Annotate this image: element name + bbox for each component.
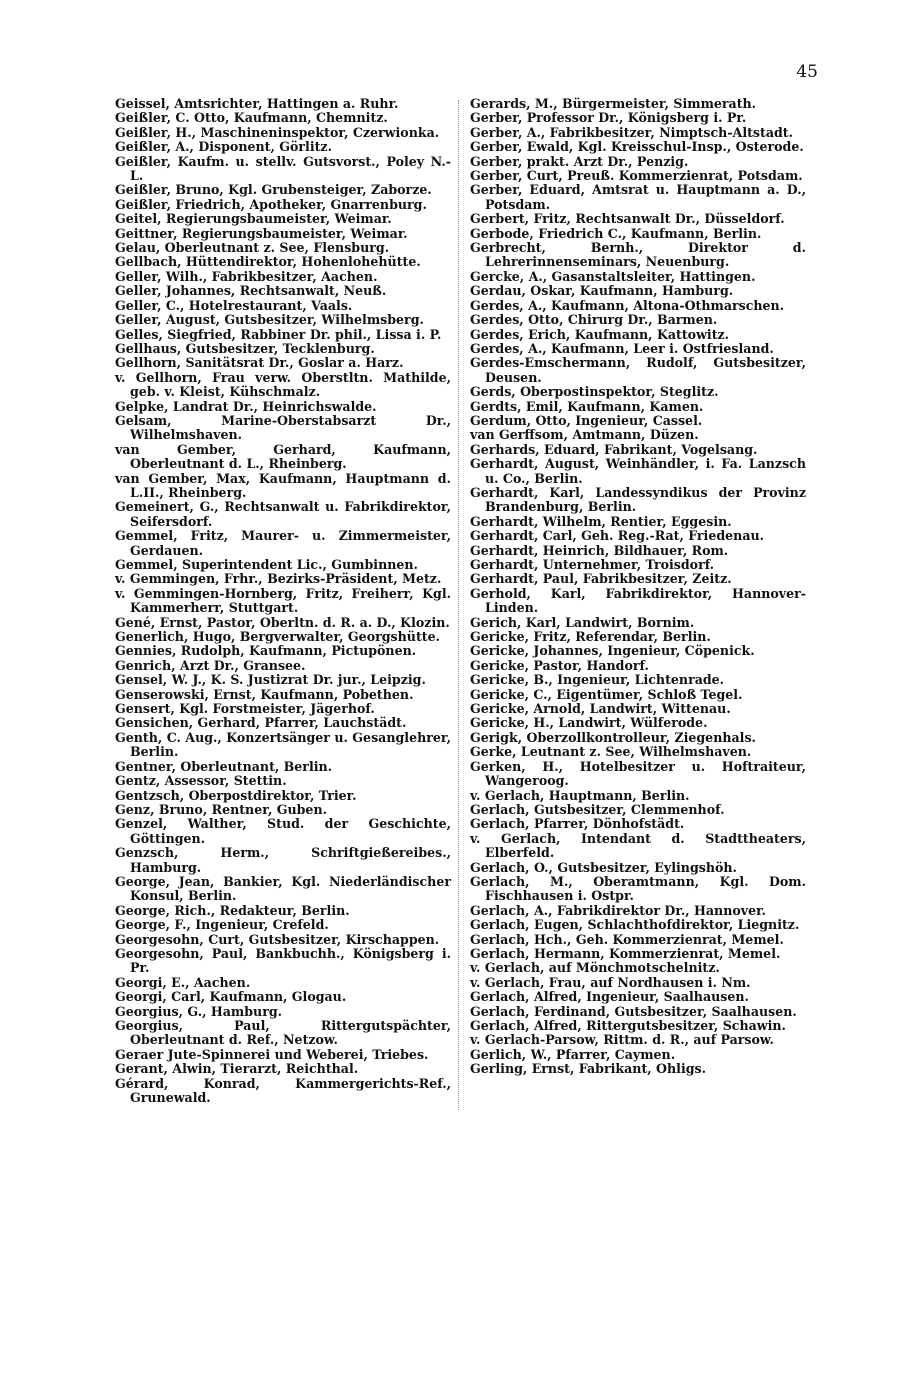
page-number: 45 (796, 62, 818, 82)
directory-entry: Gensichen, Gerhard, Pfarrer, Lauchstädt. (115, 715, 407, 731)
directory-entry: Gerds, Oberpostinspektor, Steglitz. (470, 384, 719, 400)
directory-entry: Gerhardt, Carl, Geh. Reg.-Rat, Friedenau. (470, 528, 765, 544)
directory-entry: Gellhorn, Sanitätsrat Dr., Goslar a. Harz. (115, 355, 404, 371)
directory-entry: Gentzsch, Oberpostdirektor, Trier. (115, 787, 357, 803)
directory-entry: Gerlich, W., Pfarrer, Caymen. (470, 1046, 676, 1062)
directory-entry: Gerken, H., Hotelbesitzer u. Hoftraiteur, Wangeroog. (470, 758, 806, 789)
directory-entry: Gericke, B., Ingenieur, Lichtenrade. (470, 672, 725, 688)
directory-entry: Geitel, Regierungsbaumeister, Weimar. (115, 211, 392, 227)
directory-entry: Geißler, Bruno, Kgl. Grubensteiger, Zaborze. (115, 182, 432, 198)
directory-entry: Geißler, A., Disponent, Görlitz. (115, 139, 332, 155)
directory-entry: Gelau, Oberleutnant z. See, Flensburg. (115, 240, 390, 256)
directory-entry: Gellhaus, Gutsbesitzer, Tecklenburg. (115, 340, 375, 356)
directory-entry: Gerling, Ernst, Fabrikant, Ohligs. (470, 1061, 707, 1077)
directory-entry: v. Gemmingen, Frhr., Bezirks-Präsident, Metz. (115, 571, 442, 587)
directory-entry: v. Gerlach-Parsow, Rittm. d. R., auf Parsow. (470, 1032, 774, 1048)
directory-entry: Georgi, Carl, Kaufmann, Glogau. (115, 989, 347, 1005)
directory-entry: Gennies, Rudolph, Kaufmann, Pictupönen. (115, 643, 417, 659)
directory-entry: Gerber, A., Fabrikbesitzer, Nimptsch-Altstadt. (470, 124, 793, 140)
left-column (115, 97, 451, 1105)
directory-entry: Gerhards, Eduard, Fabrikant, Vogelsang. (470, 441, 758, 457)
directory-entry: Genserowski, Ernst, Kaufmann, Pobethen. (115, 686, 414, 702)
directory-entry: Geittner, Regierungsbaumeister, Weimar. (115, 225, 408, 241)
directory-entry: Gelpke, Landrat Dr., Heinrichswalde. (115, 398, 377, 414)
directory-entry: Gellbach, Hüttendirektor, Hohenlohehütte. (115, 254, 421, 270)
directory-entry: Gérard, Konrad, Kammergerichts-Ref., Grunewald. (115, 1075, 451, 1106)
directory-entry: Gerdes, Otto, Chirurg Dr., Barmen. (470, 312, 718, 328)
directory-entry: Genzel, Walther, Stud. der Geschichte, Göttingen. (115, 816, 451, 846)
directory-entry: Gerich, Karl, Landwirt, Bornim. (470, 614, 695, 630)
directory-entry: Gené, Ernst, Pastor, Oberltn. d. R. a. D., Klozin. (115, 614, 450, 630)
directory-entry: Gerant, Alwin, Tierarzt, Reichthal. (115, 1061, 359, 1077)
directory-entry: Georgesohn, Paul, Bankbuchh., Königsberg i. Pr. (115, 945, 451, 976)
directory-entry: Gerlach, Alfred, Rittergutsbesitzer, Schawin. (470, 1018, 786, 1033)
right-column (470, 97, 806, 1077)
directory-entry: Gerlach, M., Oberamtmann, Kgl. Dom. Fischhausen i. Ostpr. (470, 873, 806, 904)
directory-entry: Gericke, C., Eigentümer, Schloß Tegel. (470, 686, 743, 702)
directory-entry: Gerhardt, Wilhelm, Rentier, Eggesin. (470, 513, 732, 529)
directory-entry: Gerdes, A., Kaufmann, Leer i. Ostfriesland. (470, 340, 774, 356)
directory-entry: Georgius, G., Hamburg. (115, 1003, 283, 1019)
directory-entry: Gericke, Fritz, Referendar, Berlin. (470, 629, 711, 645)
directory-entry: Gerlach, Pfarrer, Dönhofstädt. (470, 816, 685, 832)
directory-entry: v. Gemmingen-Hornberg, Fritz, Freiherr, Kgl. Kammerherr, Stuttgart. (115, 585, 451, 616)
directory-entry: Geissel, Amtsrichter, Hattingen a. Ruhr. (115, 96, 399, 111)
directory-entry: Gerdes, Erich, Kaufmann, Kattowitz. (470, 326, 730, 342)
directory-entry: v. Gerlach, auf Mönchmotschelnitz. (470, 960, 720, 976)
directory-entry: Gerlach, Gutsbesitzer, Clemmenhof. (470, 801, 725, 817)
directory-entry: George, Jean, Bankier, Kgl. Niederländischer Konsul, Berlin. (115, 873, 451, 904)
column-divider (458, 100, 459, 1110)
directory-entry: Gerlach, O., Gutsbesitzer, Eylingshöh. (470, 859, 737, 875)
directory-entry: Genzsch, Herm., Schriftgießereibes., Hamburg. (115, 845, 451, 875)
directory-entry: Gericke, H., Landwirt, Wülferode. (470, 715, 708, 731)
directory-entry: Geißler, C. Otto, Kaufmann, Chemnitz. (115, 110, 388, 126)
directory-entry: Gerhold, Karl, Fabrikdirektor, Hannover-Linden. (470, 585, 806, 616)
directory-entry: Gerdau, Oskar, Kaufmann, Hamburg. (470, 283, 734, 299)
directory-entry: Gerhardt, Unternehmer, Troisdorf. (470, 557, 715, 572)
directory-entry: Gemeinert, G., Rechtsanwalt u. Fabrikdirektor, Seifersdorf. (115, 499, 451, 529)
directory-entry: Gerbode, Friedrich C., Kaufmann, Berlin. (470, 225, 762, 241)
directory-entry: Gemmel, Fritz, Maurer- u. Zimmermeister, Gerdauen. (115, 528, 451, 558)
directory-entry: Genth, C. Aug., Konzertsänger u. Gesanglehrer, Berlin. (115, 729, 451, 760)
directory-entry: Gerdes-Emschermann, Rudolf, Gutsbesitzer, Deusen. (470, 355, 806, 385)
directory-entry: Gerber, Professor Dr., Königsberg i. Pr. (470, 110, 747, 126)
directory-entry: Gerdum, Otto, Ingenieur, Cassel. (470, 412, 703, 428)
directory-entry: George, Rich., Redakteur, Berlin. (115, 902, 350, 918)
directory-entry: Geller, Johannes, Rechtsanwalt, Neuß. (115, 283, 387, 299)
directory-entry: Geraer Jute-Spinnerei und Weberei, Triebes. (115, 1046, 429, 1062)
directory-entry: Gerber, Curt, Preuß. Kommerzienrat, Potsdam. (470, 168, 803, 184)
directory-entry: Geller, C., Hotelrestaurant, Vaals. (115, 297, 353, 313)
directory-entry: Generlich, Hugo, Bergverwalter, Georgshütte. (115, 629, 440, 645)
directory-entry: v. Gerlach, Intendant d. Stadttheaters, Elberfeld. (470, 830, 806, 861)
directory-entry: Gerdes, A., Kaufmann, Altona-Othmarschen. (470, 297, 785, 313)
directory-entry: Gerlach, A., Fabrikdirektor Dr., Hannover. (470, 902, 766, 918)
directory-entry: Gercke, A., Gasanstaltsleiter, Hattingen. (470, 268, 756, 284)
directory-entry: Gerigk, Oberzollkontrolleur, Ziegenhals. (470, 729, 756, 745)
directory-entry: Gemmel, Superintendent Lic., Gumbinnen. (115, 557, 418, 572)
directory-entry: Geißler, Friedrich, Apotheker, Gnarrenburg. (115, 196, 427, 212)
directory-entry: Gelles, Siegfried, Rabbiner Dr. phil., Lissa i. P. (115, 326, 442, 342)
directory-entry: Gelsam, Marine-Oberstabsarzt Dr., Wilhelmshaven. (115, 412, 451, 443)
directory-entry: van Gerffsom, Amtmann, Düzen. (470, 427, 699, 443)
directory-entry: Geller, Wilh., Fabrikbesitzer, Aachen. (115, 268, 378, 284)
directory-entry: Gensel, W. J., K. S. Justizrat Dr. jur., Leipzig. (115, 672, 426, 688)
directory-entry: Gericke, Pastor, Handorf. (470, 657, 649, 673)
directory-entry: Gerlach, Alfred, Ingenieur, Saalhausen. (470, 989, 749, 1005)
directory-entry: Gerbrecht, Bernh., Direktor d. Lehrerinnenseminars, Neuenburg. (470, 240, 806, 270)
directory-entry: van Gember, Max, Kaufmann, Hauptmann d. L.II., Rheinberg. (115, 470, 451, 500)
directory-entry: Geißler, Kaufm. u. stellv. Gutsvorst., Poley N.-L. (115, 153, 451, 184)
directory-entry: Gericke, Arnold, Landwirt, Wittenau. (470, 701, 731, 717)
directory-entry: van Gember, Gerhard, Kaufmann, Oberleutnant d. L., Rheinberg. (115, 441, 451, 472)
directory-entry: Gerke, Leutnant z. See, Wilhelmshaven. (470, 744, 752, 760)
directory-entry: Georgesohn, Curt, Gutsbesitzer, Kirschappen. (115, 931, 440, 947)
directory-entry: v. Gerlach, Hauptmann, Berlin. (470, 787, 690, 803)
directory-entry: George, F., Ingenieur, Crefeld. (115, 917, 329, 933)
directory-entry: Gerards, M., Bürgermeister, Simmerath. (470, 96, 757, 111)
directory-entry: Gerlach, Hch., Geh. Kommerzienrat, Memel. (470, 931, 784, 947)
directory-entry: Gensert, Kgl. Forstmeister, Jägerhof. (115, 701, 375, 717)
directory-entry: Gerber, Ewald, Kgl. Kreisschul-Insp., Osterode. (470, 139, 804, 155)
directory-entry: Gerlach, Eugen, Schlachthofdirektor, Liegnitz. (470, 917, 800, 933)
directory-entry: Gentz, Assessor, Stettin. (115, 773, 287, 789)
directory-entry: v. Gellhorn, Frau verw. Oberstltn. Mathilde, geb. v. Kleist, Kühschmalz. (115, 369, 451, 400)
directory-entry: Georgi, E., Aachen. (115, 974, 251, 990)
directory-entry: Gerlach, Hermann, Kommerzienrat, Memel. (470, 945, 781, 961)
directory-entry: Gericke, Johannes, Ingenieur, Cöpenick. (470, 643, 755, 659)
directory-entry: Gerbert, Fritz, Rechtsanwalt Dr., Düsseldorf. (470, 211, 785, 227)
directory-entry: Gentner, Oberleutnant, Berlin. (115, 758, 333, 774)
directory-entry: Gerlach, Ferdinand, Gutsbesitzer, Saalhausen. (470, 1003, 797, 1019)
directory-entry: Genrich, Arzt Dr., Gransee. (115, 657, 306, 673)
directory-entry: Gerhardt, August, Weinhändler, i. Fa. Lanzsch u. Co., Berlin. (470, 456, 806, 486)
directory-entry: Gerhardt, Karl, Landessyndikus der Provinz Brandenburg, Berlin. (470, 484, 806, 515)
directory-entry: v. Gerlach, Frau, auf Nordhausen i. Nm. (470, 974, 751, 990)
directory-entry: Gerdts, Emil, Kaufmann, Kamen. (470, 398, 704, 414)
directory-entry: Geißler, H., Maschineninspektor, Czerwionka. (115, 124, 440, 140)
directory-entry: Gerber, prakt. Arzt Dr., Penzig. (470, 153, 689, 169)
directory-entry: Gerhardt, Heinrich, Bildhauer, Rom. (470, 542, 729, 558)
directory-entry: Gerhardt, Paul, Fabrikbesitzer, Zeitz. (470, 571, 732, 587)
directory-entry: Geller, August, Gutsbesitzer, Wilhelmsberg. (115, 312, 424, 328)
directory-entry: Genz, Bruno, Rentner, Guben. (115, 801, 327, 817)
directory-entry: Georgius, Paul, Rittergutspächter, Oberleutnant d. Ref., Netzow. (115, 1018, 451, 1048)
directory-entry: Gerber, Eduard, Amtsrat u. Hauptmann a. D., Potsdam. (470, 182, 806, 212)
